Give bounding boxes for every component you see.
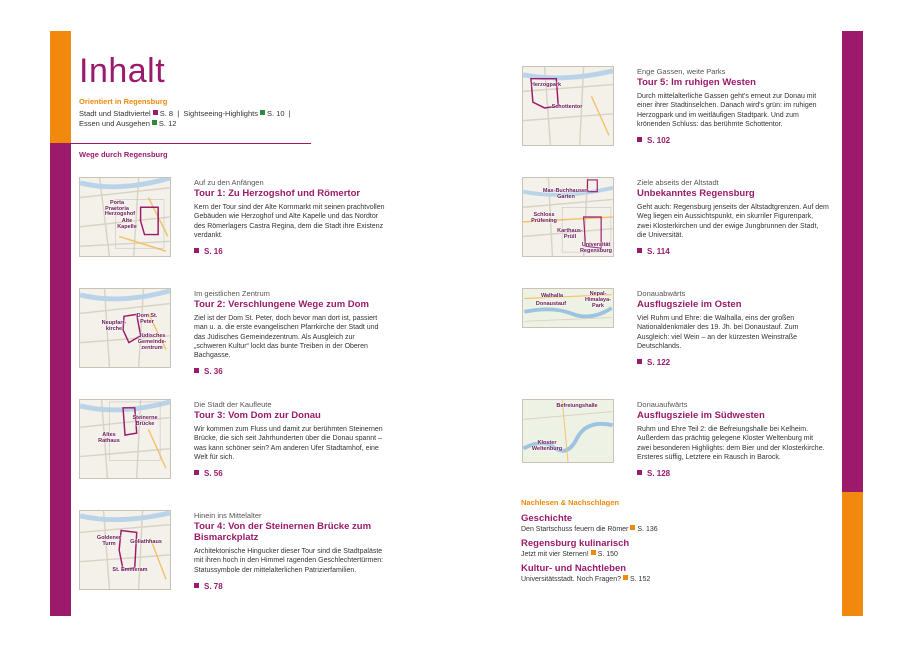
tour-description: Geht auch: Regensburg jenseits der Altstadtgrenzen. Auf dem Weg liegen ein Aussichtspunkt, ein skurriler Figurenpark, zwei Klosterkirchen und der ewige Jungbrunnen der Stadt, die Universität. <box>637 204 829 239</box>
orange-square-icon <box>591 550 596 555</box>
tour-title[interactable]: Tour 1: Zu Herzogshof und Römertor <box>194 188 361 199</box>
orient-item[interactable]: Sightseeing-Highlights <box>183 109 258 118</box>
region-map[interactable] <box>522 399 614 463</box>
map-label: Donaustauf <box>535 301 567 307</box>
tour-description: Durch mittelalterliche Gassen geht's erneut zur Donau mit einer ihrer Stadtinselchen. Danach wird's grün: im ruhigen Herzogpark und im weitläufigen Stadtpark. Und zum krönenden Schluss: das berühmte Schottentor. <box>637 93 817 128</box>
map-label: Goldener Turm <box>96 535 122 547</box>
map-label: Max-Buchhauser-Garten <box>542 188 590 200</box>
tour-map[interactable] <box>522 66 614 146</box>
region-map[interactable] <box>522 288 614 328</box>
tour-entry <box>637 289 829 367</box>
tour-page-number[interactable]: S. 114 <box>647 247 670 257</box>
purple-square-icon <box>637 470 642 475</box>
map-label: Neupfarr-kirche <box>101 320 127 332</box>
tour-entry <box>637 67 829 145</box>
tour-map[interactable] <box>79 177 171 257</box>
map-label: Schloss Prüfening <box>531 212 557 224</box>
tour-kicker: Ziele abseits der Altstadt <box>637 178 719 187</box>
orient-heading: Orientiert in Regensburg <box>79 97 168 106</box>
tour-title[interactable]: Tour 3: Vom Dom zur Donau <box>194 410 321 421</box>
tour-page[interactable] <box>637 136 829 145</box>
orient-list: Stadt und Stadtviertel S. 8 | Sightseeing-Highlights S. 10 | Essen und Ausgehen S. 12 <box>79 109 291 128</box>
tour-description: Viel Ruhm und Ehre: die Walhalla, eins der großen Nationaldenkmäler des 19. Jh. bei Donaustauf. Zum Ausgleich: viel Wein – an der kürzesten Weinstraße Deutschlands. <box>637 315 799 350</box>
page-title: Inhalt <box>79 52 166 90</box>
tour-title[interactable]: Unbekanntes Regensburg <box>637 188 755 199</box>
tour-entry <box>637 400 829 478</box>
nachlesen-item <box>521 563 761 584</box>
nachlesen-title[interactable]: Geschichte <box>521 513 573 524</box>
left-purple-bar <box>50 143 71 616</box>
map-label: Schottentor <box>551 104 583 110</box>
orange-square-icon <box>623 575 628 580</box>
orient-item[interactable]: Essen und Ausgehen <box>79 119 150 128</box>
purple-square-icon <box>637 248 642 253</box>
map-label: Universität Regensburg <box>579 242 613 254</box>
map-label: Herzogshof <box>104 211 136 217</box>
tour-kicker: Die Stadt der Kaufleute <box>194 400 272 409</box>
nachlesen-page[interactable]: S. 152 <box>630 576 651 583</box>
nachlesen-text: Universitätsstadt. Noch Fragen? <box>521 576 621 583</box>
tour-page-number[interactable]: S. 78 <box>204 581 223 591</box>
nachlesen-heading: Nachlesen & Nachschlagen <box>521 498 619 507</box>
tour-page-number[interactable]: S. 16 <box>204 247 223 257</box>
orange-square-icon <box>630 525 635 530</box>
street-map-icon <box>80 178 170 256</box>
tour-page[interactable] <box>637 247 829 256</box>
tour-kicker: Im geistlichen Zentrum <box>194 289 270 298</box>
tour-page-number[interactable]: S. 122 <box>647 358 671 368</box>
tour-title[interactable]: Tour 4: Von der Steinernen Brücke zum Bismarckplatz <box>194 521 372 543</box>
map-label: Walhalla <box>540 293 564 299</box>
tour-page-number[interactable]: S. 36 <box>204 367 223 377</box>
right-purple-bar <box>842 31 863 492</box>
purple-square-icon <box>194 248 199 253</box>
map-label: Steinerne Brücke <box>132 415 158 427</box>
wege-heading: Wege durch Regensburg <box>79 150 168 159</box>
orient-page[interactable]: S. 8 <box>159 109 174 118</box>
purple-square-icon <box>153 110 158 115</box>
nachlesen-text: Jetzt mit vier Sternen! <box>521 551 589 558</box>
nachlesen-item <box>521 513 761 534</box>
map-label: Nepal-Himalaya-Park <box>585 291 611 309</box>
tour-title[interactable]: Ausflugsziele im Südwesten <box>637 410 765 421</box>
tour-map[interactable] <box>79 510 171 590</box>
green-square-icon <box>260 110 265 115</box>
tour-page-number[interactable]: S. 56 <box>204 469 223 479</box>
tour-description: Ruhm und Ehre Teil 2: die Befreiungshalle bei Kelheim. Außerdem das prächtig gelegene Kloster Weltenburg mit zwei besonderen Highlights: dem Bier und der Klosterkirche. Ersteres süffig, Letztere ein Rausch in Barock. <box>637 426 825 461</box>
tour-page[interactable] <box>194 582 386 591</box>
tour-entry <box>637 178 829 256</box>
map-label: Befreiungshalle <box>556 403 598 409</box>
section-divider <box>71 143 311 144</box>
tour-title[interactable]: Tour 5: Im ruhigen Westen <box>637 77 756 88</box>
tour-page[interactable] <box>194 367 386 376</box>
tour-title[interactable]: Ausflugsziele im Osten <box>637 299 742 310</box>
map-label: Alte Kapelle <box>117 218 137 230</box>
map-label: Herzogpark <box>530 82 562 88</box>
map-label: Kloster Weltenburg <box>531 440 563 452</box>
tour-kicker: Donauaufwärts <box>637 400 688 409</box>
tour-page-number[interactable]: S. 128 <box>647 469 671 479</box>
tour-kicker: Auf zu den Anfängen <box>194 178 264 187</box>
tour-map[interactable] <box>522 177 614 257</box>
nachlesen-title[interactable]: Kultur- und Nachtleben <box>521 563 627 574</box>
nachlesen-text: Den Startschuss feuern die Römer <box>521 526 629 533</box>
tour-description: Ziel ist der Dom St. Peter, doch bevor man dort ist, passiert man u. a. die erste evangelischen Pfarrkirche der Stadt und das Jüdisches Gemeindezentrum. Als Ausgleich zur „schweren Kultur“ lockt das bunte Treiben in der Oberen Bachgasse. <box>194 315 379 360</box>
right-orange-bar <box>842 492 863 616</box>
purple-square-icon <box>637 137 642 142</box>
nachlesen-title[interactable]: Regensburg kulinarisch <box>521 538 630 549</box>
tour-description: Architektonische Hingucker dieser Tour sind die Stadtpaläste mit ihren hoch in den Himmel ragenden Geschlechtertürmen: Statussymbole der mittelalterlichen Patrizierfamilien. <box>194 548 384 574</box>
map-label: Goliathhaus <box>130 539 162 545</box>
tour-page[interactable] <box>194 247 386 256</box>
green-square-icon <box>152 120 157 125</box>
tour-map[interactable] <box>79 288 171 368</box>
tour-entry <box>194 400 386 478</box>
tour-description: Kern der Tour sind der Alte Kornmarkt mit seinen prachtvollen Gebäuden wie Herzoghof und Alte Kapelle und das Nordtor des Römerlagers Castra Regina, dem die Stadt ihre Existenz verdankt. <box>194 204 385 239</box>
tour-page[interactable] <box>637 469 829 478</box>
left-orange-bar <box>50 31 71 143</box>
tour-page-number[interactable]: S. 102 <box>647 136 671 146</box>
tour-entry <box>194 178 386 256</box>
purple-square-icon <box>637 359 642 364</box>
map-label: Dom St. Peter <box>136 313 158 325</box>
tour-page[interactable] <box>637 358 829 367</box>
tour-kicker: Enge Gassen, weite Parks <box>637 67 726 76</box>
map-label: Jüdisches Gemeinde-zentrum <box>137 333 167 351</box>
orient-page[interactable]: S. 12 <box>158 119 177 128</box>
nachlesen-page[interactable]: S. 150 <box>597 551 618 558</box>
tour-entry <box>194 289 386 376</box>
street-map-icon <box>80 511 170 589</box>
map-label: Porta Praetoria <box>105 200 129 212</box>
orient-page[interactable]: S. 10 <box>267 109 285 118</box>
purple-square-icon <box>194 583 199 588</box>
map-label: St. Emmeram <box>112 567 148 573</box>
tour-kicker: Hinein ins Mittelalter <box>194 511 262 520</box>
tour-description: Wir kommen zum Fluss und damit zur berühmten Steinernen Brücke, die sich seit Jahrhunderten über die Donau spannt – was kann schöner sein? Am anderen Ufer Stadtamhof, eine Welt für sich. <box>194 426 383 461</box>
map-label: Altes Rathaus <box>98 432 120 444</box>
tour-page[interactable] <box>194 469 386 478</box>
tour-kicker: Donauabwärts <box>637 289 686 298</box>
purple-square-icon <box>194 470 199 475</box>
tour-title[interactable]: Tour 2: Verschlungene Wege zum Dom <box>194 299 369 310</box>
tour-map[interactable] <box>79 399 171 479</box>
purple-square-icon <box>194 368 199 373</box>
nachlesen-item <box>521 538 761 559</box>
region-map-icon <box>523 400 613 462</box>
orient-item[interactable]: Stadt und Stadtviertel <box>79 109 151 118</box>
nachlesen-page[interactable]: S. 136 <box>637 526 658 533</box>
map-label: Karthaus-Prüll <box>557 228 583 240</box>
tour-entry <box>194 511 386 591</box>
